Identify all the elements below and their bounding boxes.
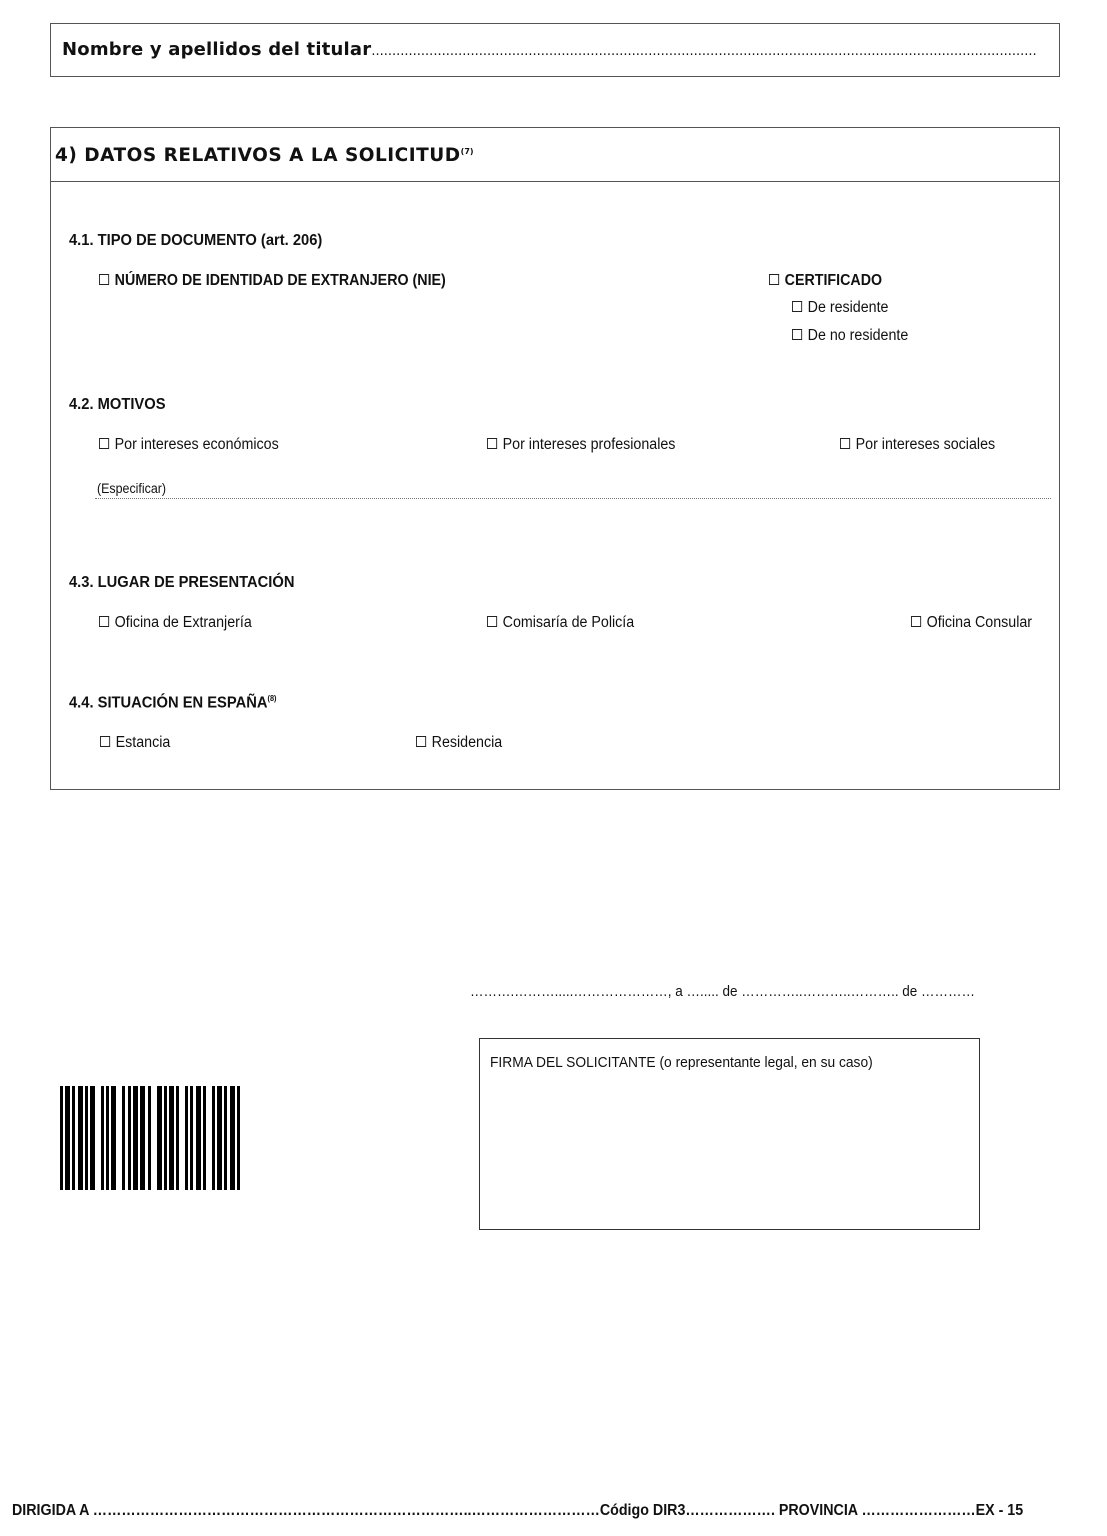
especificar-label: (Especificar)	[97, 481, 167, 496]
option-nie[interactable]	[99, 272, 446, 290]
titular-label	[62, 39, 1037, 60]
barcode-bar	[169, 1086, 174, 1190]
barcode-bar	[72, 1086, 75, 1190]
section-datos-solicitud	[50, 127, 1060, 790]
sociales-checkbox[interactable]	[840, 438, 850, 449]
barcode-bar	[157, 1086, 162, 1190]
date-line-field[interactable]: ……….……….....…………………, a …..... de …………..………..……….. de …………	[470, 984, 976, 1000]
option-certificado[interactable]	[769, 272, 882, 290]
barcode-bar	[133, 1086, 138, 1190]
section-title	[55, 145, 474, 166]
barcode-bar	[185, 1086, 188, 1190]
section-title-text: 4) DATOS RELATIVOS A LA SOLICITUD	[55, 145, 461, 166]
option-estancia[interactable]	[100, 734, 170, 752]
barcode-bar	[111, 1086, 116, 1190]
profesionales-checkbox[interactable]	[487, 438, 497, 449]
option-oficina-consular[interactable]	[911, 614, 1032, 632]
barcode-bar	[203, 1086, 206, 1190]
option-comisaria[interactable]	[487, 614, 634, 632]
section-header	[51, 128, 1059, 182]
extranjeria-label: Oficina de Extranjería	[114, 614, 252, 631]
consular-checkbox[interactable]	[911, 616, 921, 627]
option-profesionales[interactable]	[487, 436, 675, 454]
barcode-bar	[148, 1086, 151, 1190]
barcode-image	[60, 1086, 414, 1190]
no-residente-label: De no residente	[807, 327, 909, 344]
barcode-bar	[101, 1086, 104, 1190]
residencia-checkbox[interactable]	[416, 736, 426, 747]
barcode-bar	[230, 1086, 235, 1190]
extranjeria-checkbox[interactable]	[99, 616, 109, 627]
consular-label: Oficina Consular	[926, 614, 1033, 631]
nie-checkbox[interactable]	[99, 274, 109, 285]
barcode-bar	[122, 1086, 125, 1190]
option-sociales[interactable]	[840, 436, 995, 454]
tipo-documento-title: 4.1. TIPO DE DOCUMENTO (art. 206)	[69, 232, 323, 249]
barcode-bar	[128, 1086, 131, 1190]
footer-line: DIRIGIDA A ……………………………………………………………………..………………………Código DIR3………………. PROVINCIA ……………………EX - 15	[12, 1502, 1024, 1519]
barcode-bar	[65, 1086, 70, 1190]
barcode-bar	[237, 1086, 240, 1190]
situacion-note: (8)	[267, 694, 277, 703]
residencia-label: Residencia	[431, 734, 503, 751]
option-de-no-residente[interactable]	[792, 327, 908, 345]
barcode-bar	[78, 1086, 83, 1190]
barcode-bar	[90, 1086, 95, 1190]
comisaria-label: Comisaría de Policía	[502, 614, 635, 631]
economicos-label: Por intereses económicos	[114, 436, 279, 453]
option-de-residente[interactable]	[792, 299, 888, 317]
section-title-note: (7)	[460, 146, 474, 156]
barcode-bar	[60, 1086, 63, 1190]
barcode-bar	[196, 1086, 201, 1190]
certificado-checkbox[interactable]	[769, 274, 779, 285]
economicos-checkbox[interactable]	[99, 438, 109, 449]
barcode-bar	[140, 1086, 145, 1190]
option-economicos[interactable]	[99, 436, 279, 454]
residente-checkbox[interactable]	[792, 301, 802, 312]
barcode-bar	[212, 1086, 215, 1190]
barcode-bar	[164, 1086, 167, 1190]
especificar-field[interactable]	[95, 498, 1051, 499]
situacion-title	[69, 694, 276, 712]
estancia-label: Estancia	[115, 734, 171, 751]
barcode-bar	[85, 1086, 88, 1190]
lugar-presentacion-title: 4.3. LUGAR DE PRESENTACIÓN	[69, 574, 295, 591]
barcode-bar	[176, 1086, 179, 1190]
situacion-title-text: 4.4. SITUACIÓN EN ESPAÑA	[69, 694, 268, 712]
titular-label-text: Nombre y apellidos del titular	[62, 39, 372, 60]
option-oficina-extranjeria[interactable]	[99, 614, 252, 632]
signature-label: FIRMA DEL SOLICITANTE (o representante legal, en su caso)	[490, 1054, 873, 1071]
barcode-bar	[217, 1086, 222, 1190]
option-residencia[interactable]	[416, 734, 502, 752]
barcode-bar	[106, 1086, 109, 1190]
barcode-bar	[224, 1086, 227, 1190]
signature-box[interactable]	[479, 1038, 980, 1230]
certificado-label: CERTIFICADO	[784, 272, 883, 289]
no-residente-checkbox[interactable]	[792, 329, 802, 340]
profesionales-label: Por intereses profesionales	[502, 436, 676, 453]
titular-box	[50, 23, 1060, 77]
nie-label: NÚMERO DE IDENTIDAD DE EXTRANJERO (NIE)	[114, 272, 446, 289]
estancia-checkbox[interactable]	[100, 736, 110, 747]
comisaria-checkbox[interactable]	[487, 616, 497, 627]
barcode-bar	[190, 1086, 193, 1190]
sociales-label: Por intereses sociales	[855, 436, 996, 453]
motivos-title: 4.2. MOTIVOS	[69, 396, 166, 413]
residente-label: De residente	[807, 299, 889, 316]
titular-name-field[interactable]: .................................................................................................................................................................	[371, 44, 1037, 59]
